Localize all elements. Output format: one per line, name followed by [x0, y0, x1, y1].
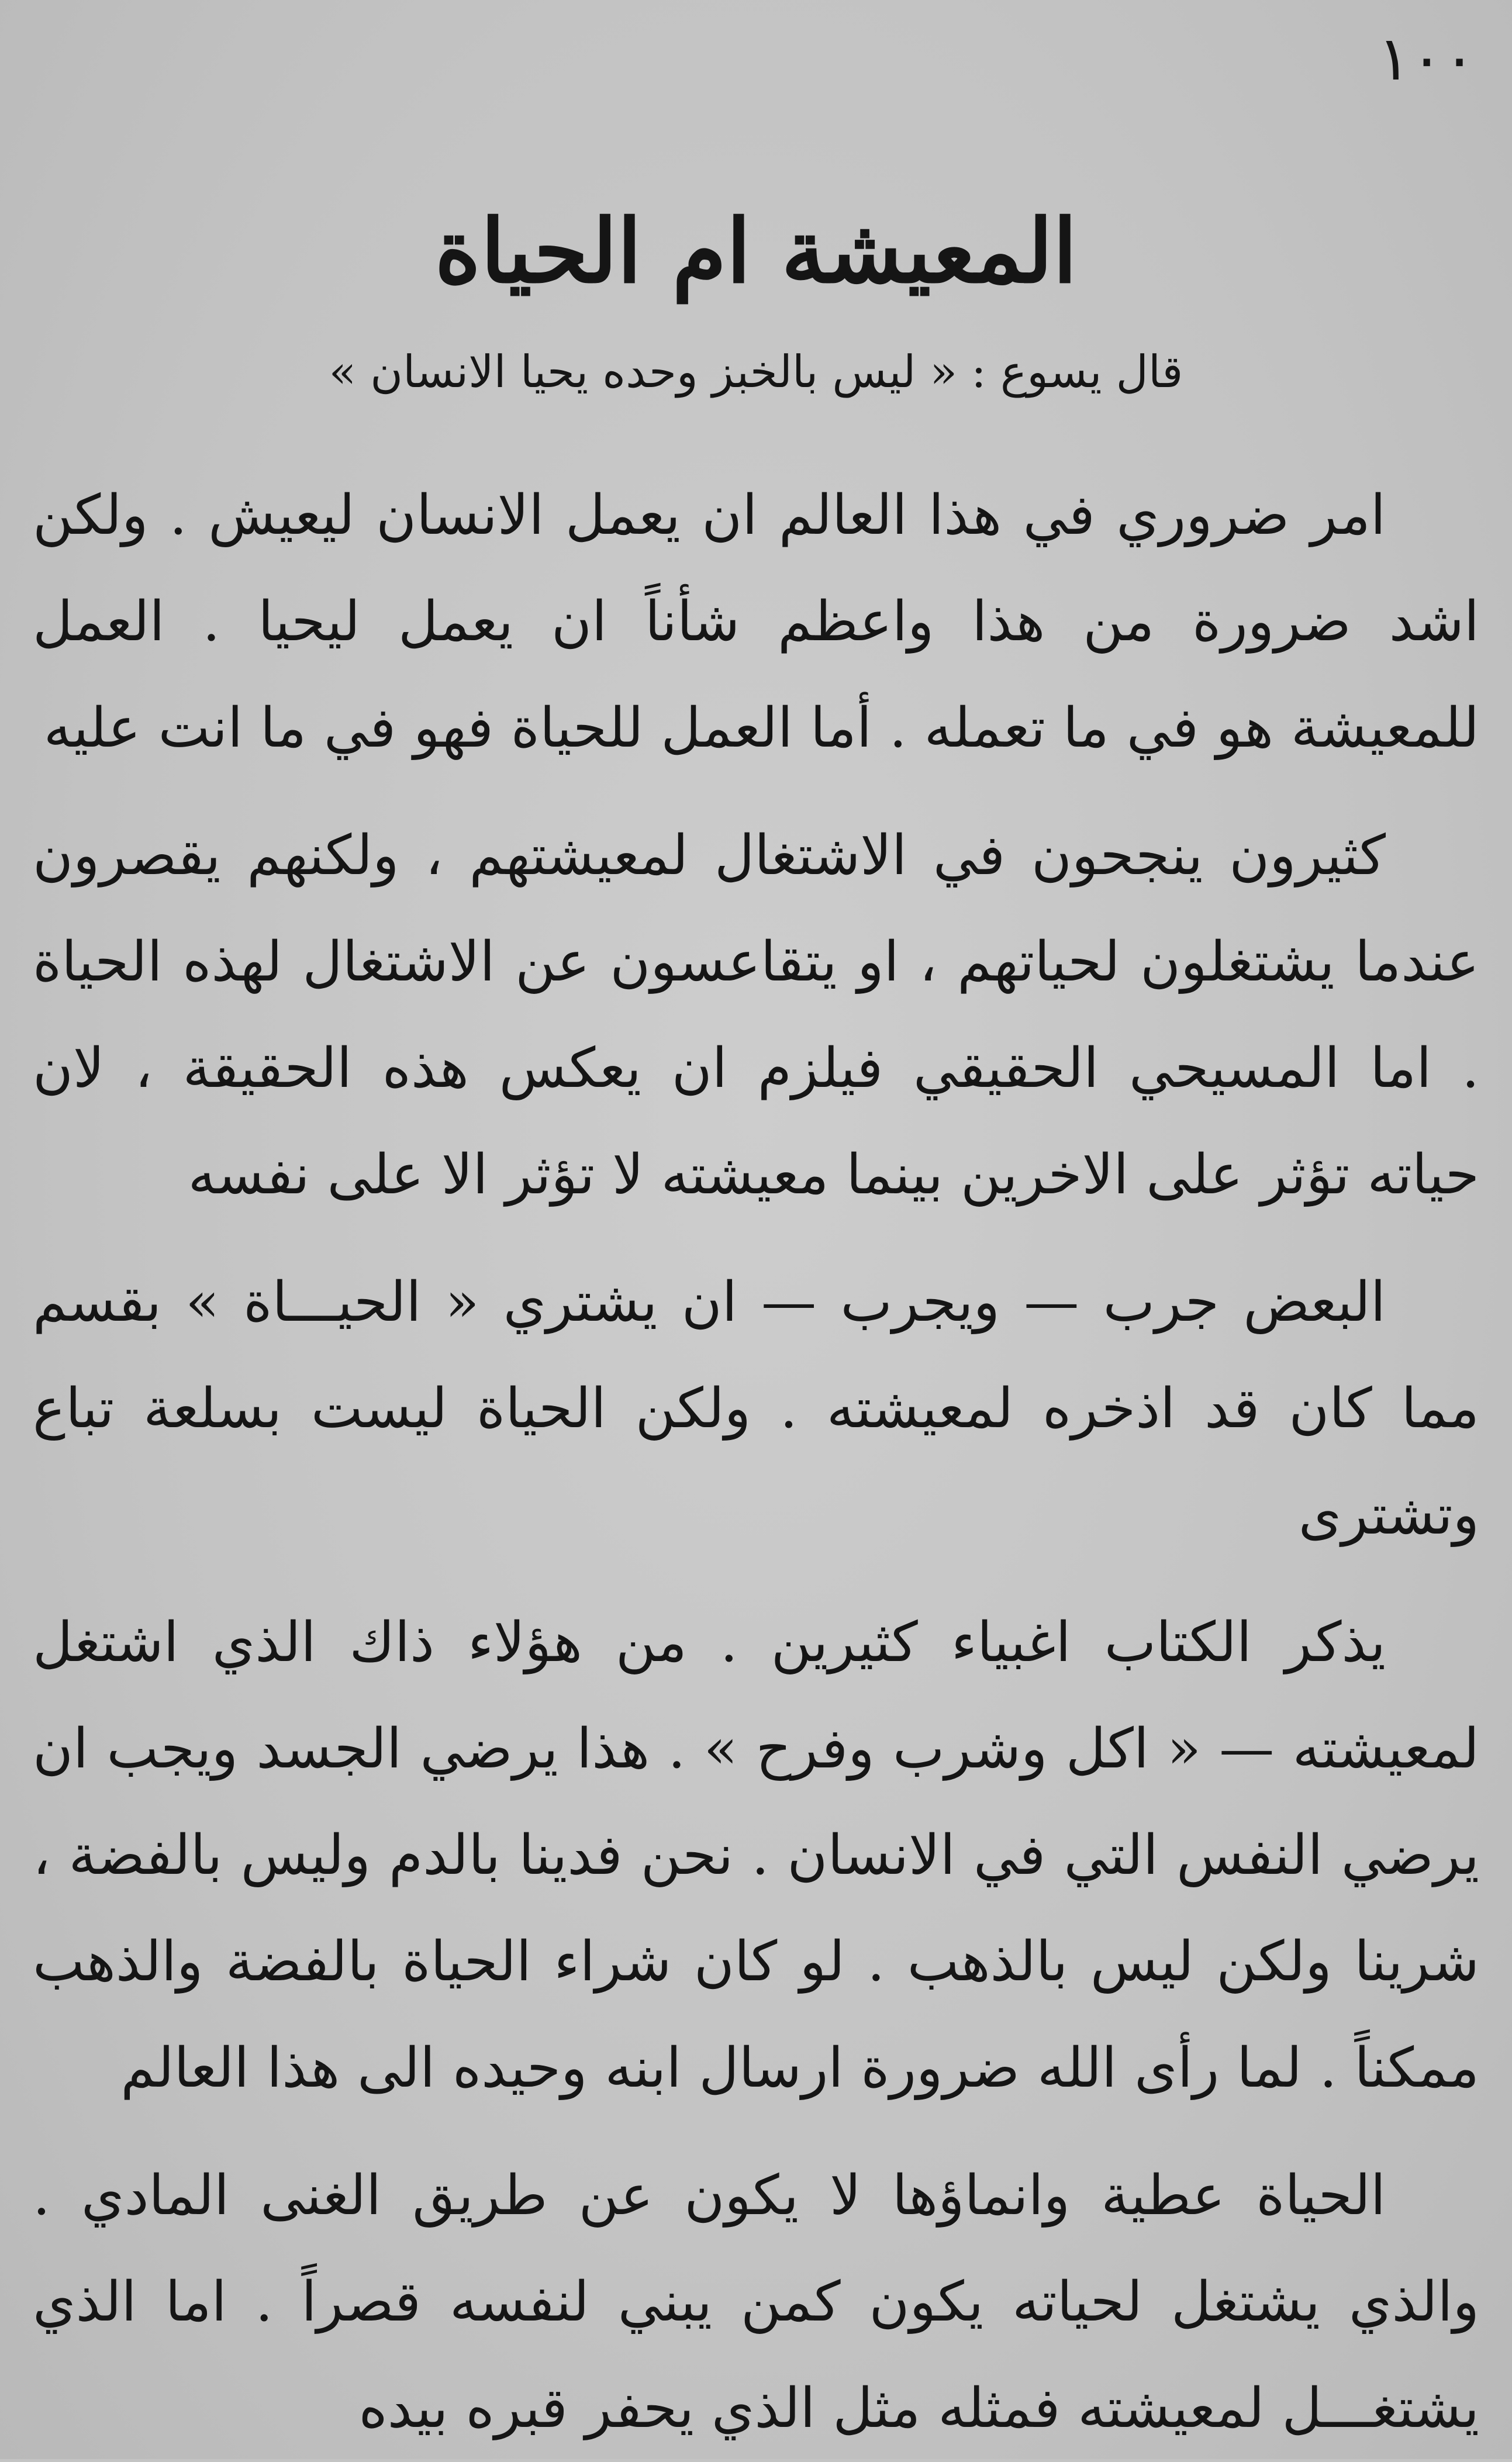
epigraph: قال يسوع : « ليس بالخبز وحده يحيا الانسان » [329, 346, 1183, 398]
page-number: ١٠٠ [1378, 23, 1476, 94]
paragraph: امر ضروري في هذا العالم ان يعمل الانسان ليعيش . ولكن اشد ضرورة من هذا واعظم شأناً ان يعمل ليحيا . العمل للمعيشة هو في ما تعمله . أما العمل للحياة فهو في ما انت عليه [33, 484, 1479, 761]
chapter-title: المعيشة ام الحياة [434, 200, 1078, 303]
paragraph: البعض جرب — ويجرب — ان يشتري « الحيـــاة » بقسم مما كان قد اذخره لمعيشته . ولكن الحياة ليست بسلعة تباع وتشترى [33, 1270, 1479, 1548]
body-text [33, 462, 1479, 2462]
paragraph: كثيرون ينجحون في الاشتغال لمعيشتهم ، ولكنهم يقصرون عندما يشتغلون لحياتهم ، او يتقاعسون عن الاشتغال لهذه الحياة . اما المسيحي الحقيقي فيلزم ان يعكس هذه الحقيقة ، لان حياته تؤثر على الاخرين بينما معيشته لا تؤثر الا على نفسه [33, 824, 1479, 1207]
paragraph: يذكر الكتاب اغبياء كثيرين . من هؤلاء ذاك الذي اشتغل لمعيشته — « اكل وشرب وفرح » . هذا يرضي الجسد ويجب ان يرضي النفس التي في الانسان . نحن فدينا بالدم وليس بالفضة ، شرينا ولكن ليس بالذهب . لو كان شراء الحياة بالفضة والذهب ممكناً . لما رأى الله ضرورة ارسال ابنه وحيده الى هذا العالم [33, 1611, 1479, 2101]
paragraph: الحياة عطية وانماؤها لا يكون عن طريق الغنى المادي . والذي يشتغل لحياته يكون كمن يبني لنفسه قصراً . اما الذي يشتغـــل لمعيشته فمثله مثل الذي يحفر قبره بيده [33, 2164, 1479, 2441]
